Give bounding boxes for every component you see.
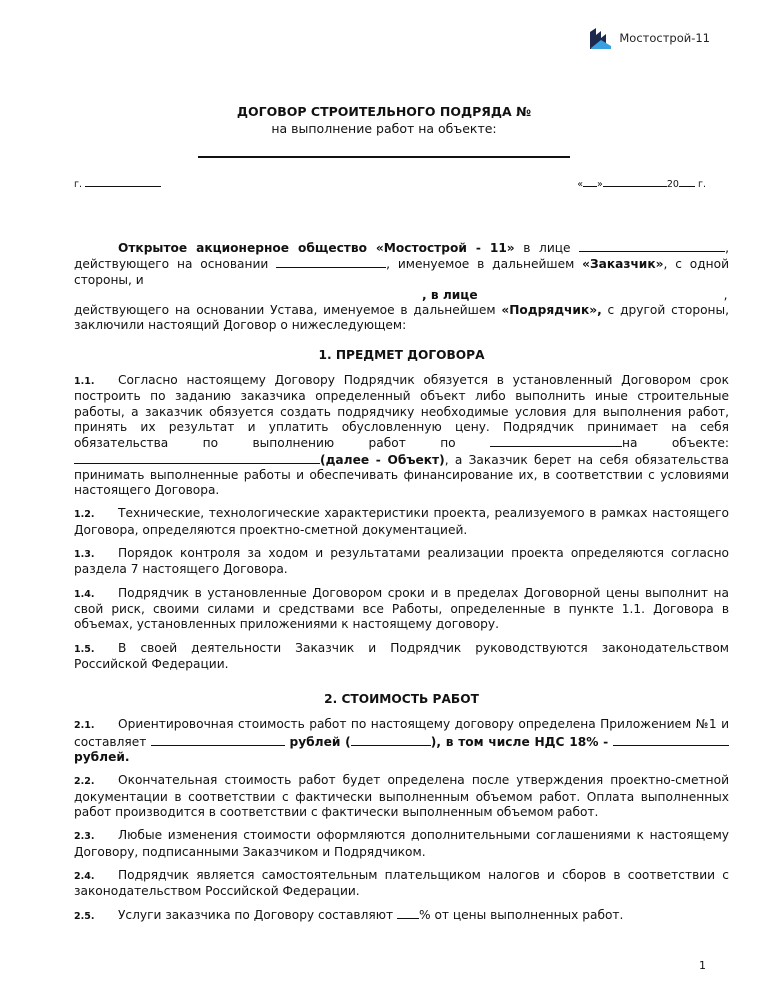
clause-1-2: 1.2. Технические, технологические характеристики проекта, реализуемого в рамках настоящего Договора, определяются проектно-сметной документацией. (74, 506, 729, 537)
clause-1-1: 1.1. Согласно настоящему Договору Подрядчик обязуется в установленный Договором срок построить по заданию заказчика определенный объект либо выполнить иные строительные работы, а заказчик обязуется создать подрядчику необходимые условия для выполнения работ, принять их результат и уплатить обусловленную цену. Подрядчик принимает на себя обязательства по выполнению работ по на объекте: (далее - Объект), а Заказчик берет на себя обязательства принимать выполненные работы и обеспечивать финансирование их, в соответствии с условиями настоящего Договора. (74, 373, 729, 498)
clause-2-5: 2.5. Услуги заказчика по Договору составляют % от цены выполненных работ. (74, 908, 624, 923)
clause-1-3: 1.3. Порядок контроля за ходом и результатами реализации проекта определяются согласно раздела 7 настоящего Договора. (74, 546, 729, 577)
section-heading-1: 1. ПРЕДМЕТ ДОГОВОРА (318, 347, 485, 362)
mostostroy-logo-icon (589, 26, 613, 50)
clause-2-2: 2.2. Окончательная стоимость работ будет определена после утверждения проектно-сметной документации в соответствии с фактически выполненным объемом работ. Оплата выполненных работ производится в соответствии с фактически выполненным объемом работ. (74, 773, 729, 819)
place-date-row (74, 177, 706, 190)
preamble: Открытое акционерное общество «Мостострой - 11» в лице , действующего на основании , именуемое в дальнейшем «Заказчик», с одной стороны, и , в лице , действующего на основании Устава, именуемое в дальнейшем «Подрядчик», с другой стороны, заключили настоящий Договор о нижеследующем: (74, 241, 730, 333)
document-body (74, 240, 729, 933)
object-name-line (198, 156, 570, 158)
title-block (0, 104, 768, 158)
clause-2-3: 2.3. Любые изменения стоимости оформляются дополнительными соглашениями к настоящему Договору, подписанными Заказчиком и Подрядчиком. (74, 828, 729, 859)
clause-2-4: 2.4. Подрядчик является самостоятельным плательщиком налогов и сборов в соответствии с законодательством Российской Федерации. (74, 867, 729, 899)
clause-1-4: 1.4. Подрядчик в установленные Договором сроки и в пределах Договорной цены выполнит на свой риск, своими силами и средствами все Работы, определенные в пункте 1.1. Договора в объемах, установленных приложениями к настоящему договору. (74, 585, 729, 632)
date-field: « » 20 г. (577, 179, 706, 190)
section-heading-2: 2. СТОИМОСТЬ РАБОТ (324, 692, 479, 707)
brand-name: Мостострой-11 (619, 31, 710, 45)
city-field: г. (74, 177, 161, 190)
page-number: 1 (699, 959, 706, 972)
document-title: ДОГОВОР СТРОИТЕЛЬНОГО ПОДРЯДА № (236, 104, 532, 119)
company-logo (589, 26, 710, 50)
clause-1-5: 1.5. В своей деятельности Заказчик и Подрядчик руководствуются законодательством Российской Федерации. (74, 640, 729, 671)
clause-2-1: 2.1. Ориентировочная стоимость работ по настоящему договору определена Приложением №1 и составляет рублей ( ), в том числе НДС 18% - рублей. (74, 717, 729, 765)
document-subtitle: на выполнение работ на объекте: (271, 121, 497, 136)
